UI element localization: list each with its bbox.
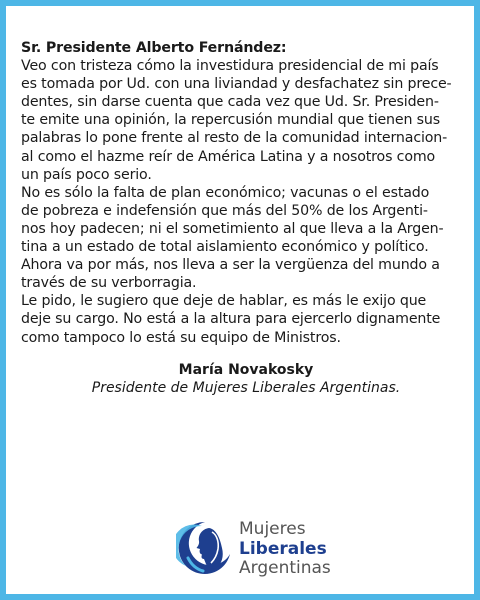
letter-line: través de su verborragia.	[21, 275, 197, 292]
letter-line: de pobreza e indefensión que más del 50% de los Argenti-	[21, 202, 428, 219]
letter-line: tina a un estado de total aislamiento económico y político.	[21, 239, 429, 256]
letter-line: Le pido, le sugiero que deje de hablar, es más le exijo que	[21, 293, 427, 310]
signature-block	[6, 361, 480, 397]
woman-profile-circle-icon	[176, 518, 234, 578]
letter-line: deje su cargo. No está a la altura para ejercerlo dignamente	[21, 311, 441, 328]
signature-name: María Novakosky	[178, 362, 314, 378]
letter-line: un país poco serio.	[21, 166, 152, 183]
letter-body	[21, 39, 471, 347]
letter-line: Veo con tristeza cómo la investidura presidencial de mi país	[21, 58, 439, 75]
letter-salutation: Sr. Presidente Alberto Fernández:	[21, 40, 287, 56]
logo-text-line2: Liberales	[239, 538, 327, 559]
letter-line: dentes, sin darse cuenta que cada vez que Ud. Sr. Presiden-	[21, 94, 439, 111]
organization-logo	[176, 518, 376, 588]
letter-line: Ahora va por más, nos lleva a ser la vergüenza del mundo a	[21, 257, 440, 274]
letter-line: No es sólo la falta de plan económico; vacunas o el estado	[21, 184, 430, 201]
letter-line: nos hoy padecen; ni el sometimiento al que lleva a la Argen-	[21, 220, 444, 237]
letter-line: es tomada por Ud. con una liviandad y desfachatez sin prece-	[21, 76, 452, 93]
logo-text-line3: Argentinas	[239, 558, 331, 578]
letter-line: como tampoco lo está su equipo de Ministros.	[21, 329, 341, 346]
logo-wordmark	[239, 520, 331, 579]
letter-line: palabras lo pone frente al resto de la comunidad internacion-	[21, 130, 448, 147]
letter-line: te emite una opinión, la repercusión mundial que tienen sus	[21, 112, 441, 129]
logo-text-line1: Mujeres	[239, 519, 306, 539]
signature-title: Presidente de Mujeres Liberales Argentinas.	[91, 380, 401, 396]
letter-line: al como el hazme reír de América Latina y a nosotros como	[21, 148, 436, 165]
